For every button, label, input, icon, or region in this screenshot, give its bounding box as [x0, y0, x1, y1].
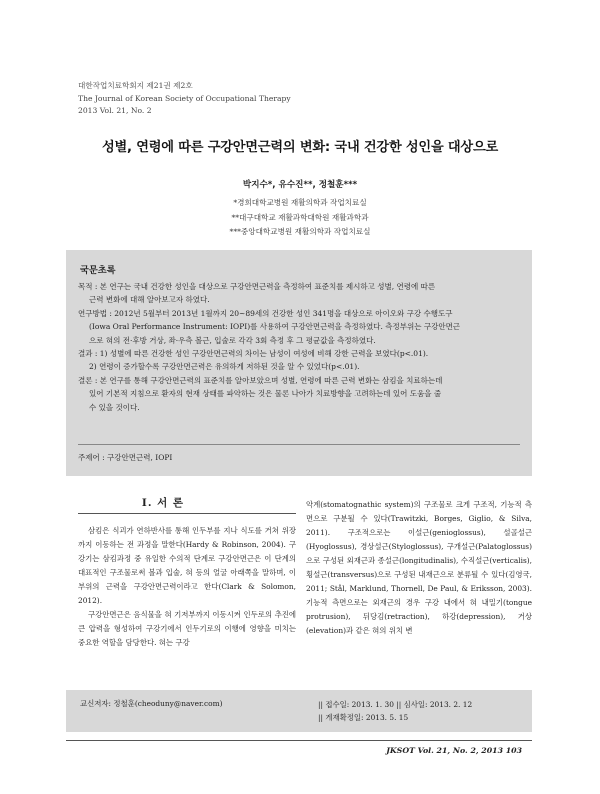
journal-header [78, 80, 291, 118]
left-paragraph-2: 구강안면근은 음식물을 혀 기저부까지 이동시켜 인두로의 추진에 큰 압력을 형성하여 구강기에서 인두기로의 이행에 영향을 미치는 중요한 역할을 담당한다. 혀는 구강 [78, 610, 296, 647]
page-footer-rule [66, 740, 532, 741]
authors: 박지수*, 유수진**, 정철훈*** [242, 180, 358, 190]
paper-title: 성별, 연령에 따른 구강안면근력의 변화: 국내 건강한 성인을 대상으로 [101, 140, 499, 155]
accepted-date: || 게재확정일: 2013. 5. 15 [318, 713, 409, 722]
abstract-purpose-cont: 근력 변화에 대해 알아보고자 하였다. [89, 295, 210, 305]
abstract-purpose: 목적 : 본 연구는 국내 건강한 성인을 대상으로 구강안면근력을 측정하여 표준치를 제시하고 성별, 연령에 따른 [78, 282, 436, 291]
abstract-method-cont2: 으로 혀의 전·후방 거상, 좌·우측 볼근, 입술로 각각 3회 측정 후 그 평균값을 측정하였다. [89, 335, 376, 345]
journal-name-korean: 대한작업치료학회지 제21권 제2호 [78, 81, 193, 90]
abstract-method: 연구방법 : 2012년 5월부터 2013년 1월까지 20~89세의 건강한 성인 341명을 대상으로 아이오와 구강 수행도구 [78, 308, 453, 318]
abstract-body [78, 280, 522, 414]
page-footer: JKSOT Vol. 21, No. 2, 2013 103 [386, 746, 522, 755]
affiliation-2: **대구대학교 재활과학대학원 재활과학과 [231, 212, 369, 222]
keywords: 주제어 : 구강안면근력, IOPI [78, 453, 173, 462]
body-left-column [78, 524, 296, 650]
keywords-divider [78, 444, 520, 445]
section-divider [78, 513, 296, 514]
abstract-result: 결과 : 1) 성별에 따른 건강한 성인 구강안면근력의 차이는 남성이 여성에 비해 강한 근력을 보였다(p<.01). [78, 349, 429, 359]
correspondence: 교신저자: 정철훈(cheoduny@naver.com) [80, 699, 223, 708]
abstract-conclusion: 결론 : 본 연구를 통해 구강안면근력의 표준치를 알아보았으며 성별, 연령에 따른 근력 변화는 삼킴을 치료하는데 [78, 375, 443, 385]
affiliation-1: *경희대학교병원 재활의학과 작업치료실 [233, 198, 367, 207]
abstract-conclusion-cont2: 수 있을 것이다. [89, 402, 140, 412]
section-title: I. 서 론 [141, 497, 185, 509]
right-paragraph-1: 악계(stomatognathic system)의 구조물로 크게 구조적, 기능적 측면으로 구분될 수 있다(Trawitzki, Borges, Giglio, & Silva, 2011). 구조적으로는 이설근(genioglossus), 설골설근(Hyoglossus), 경상설근(Styloglossus), 구개설근(Palatoglossus)으로 구성된 외재근과 종설근(longitudinalis), 수직설근(verticalis), 횡설근(transversus)으로 구성된 내재근으로 분류될 수 있다(김영국, 2011; Stål, Marklund, Thornell, De Paul, & Eriksson, 2003). 기능적 측면으로는 외재근의 경우 구강 내에서 혀 내밀기(tongue protrusion), 뒤당김(retraction), 하강(depression), 거상(elevation)과 같은 혀의 위치 변 [306, 500, 532, 635]
left-paragraph-1: 삼킴은 식괴가 연하반사를 통해 인두부를 지나 식도를 거쳐 위장까지 이동하는 전 과정을 말한다(Hardy & Robinson, 2004). 구강기는 삼킴과정 중 유일한 수의적 단계로 구강안면근은 이 단계의 대표적인 구조물로써 볼과 입술, 혀 등의 얼굴 아래쪽을 말하며, 이 부위의 근력을 구강안면근력이라고 한다(Clark & Solomon, 2012). [78, 526, 296, 605]
abstract-conclusion-cont1: 있어 기본적 지침으로 환자의 현재 상태를 파악하는 것은 물론 나아가 치료방향을 고려하는데 있어 도움을 줄 [89, 389, 442, 399]
submission-dates [318, 698, 472, 724]
journal-volume: 2013 Vol. 21, No. 2 [78, 106, 152, 115]
abstract-heading: 국문초록 [80, 265, 116, 276]
affiliation-3: ***중앙대학교병원 재활의학과 작업치료실 [229, 227, 371, 237]
body-right-column [306, 498, 532, 638]
received-reviewed-dates: || 접수일: 2013. 1. 30 || 심사일: 2013. 2. 12 [318, 700, 473, 709]
abstract-result-cont: 2) 연령이 증가할수록 구강안면근력은 유의하게 저하된 것을 알 수 있었다(p<.01). [89, 362, 360, 372]
affiliations [0, 196, 600, 240]
journal-name-english: The Journal of Korean Society of Occupational Therapy [78, 93, 291, 103]
abstract-method-cont1: (Iowa Oral Performance Instrument: IOPI)를 사용하여 구강안면근력을 측정하였다. 측정부위는 구강안면근 [89, 322, 461, 332]
